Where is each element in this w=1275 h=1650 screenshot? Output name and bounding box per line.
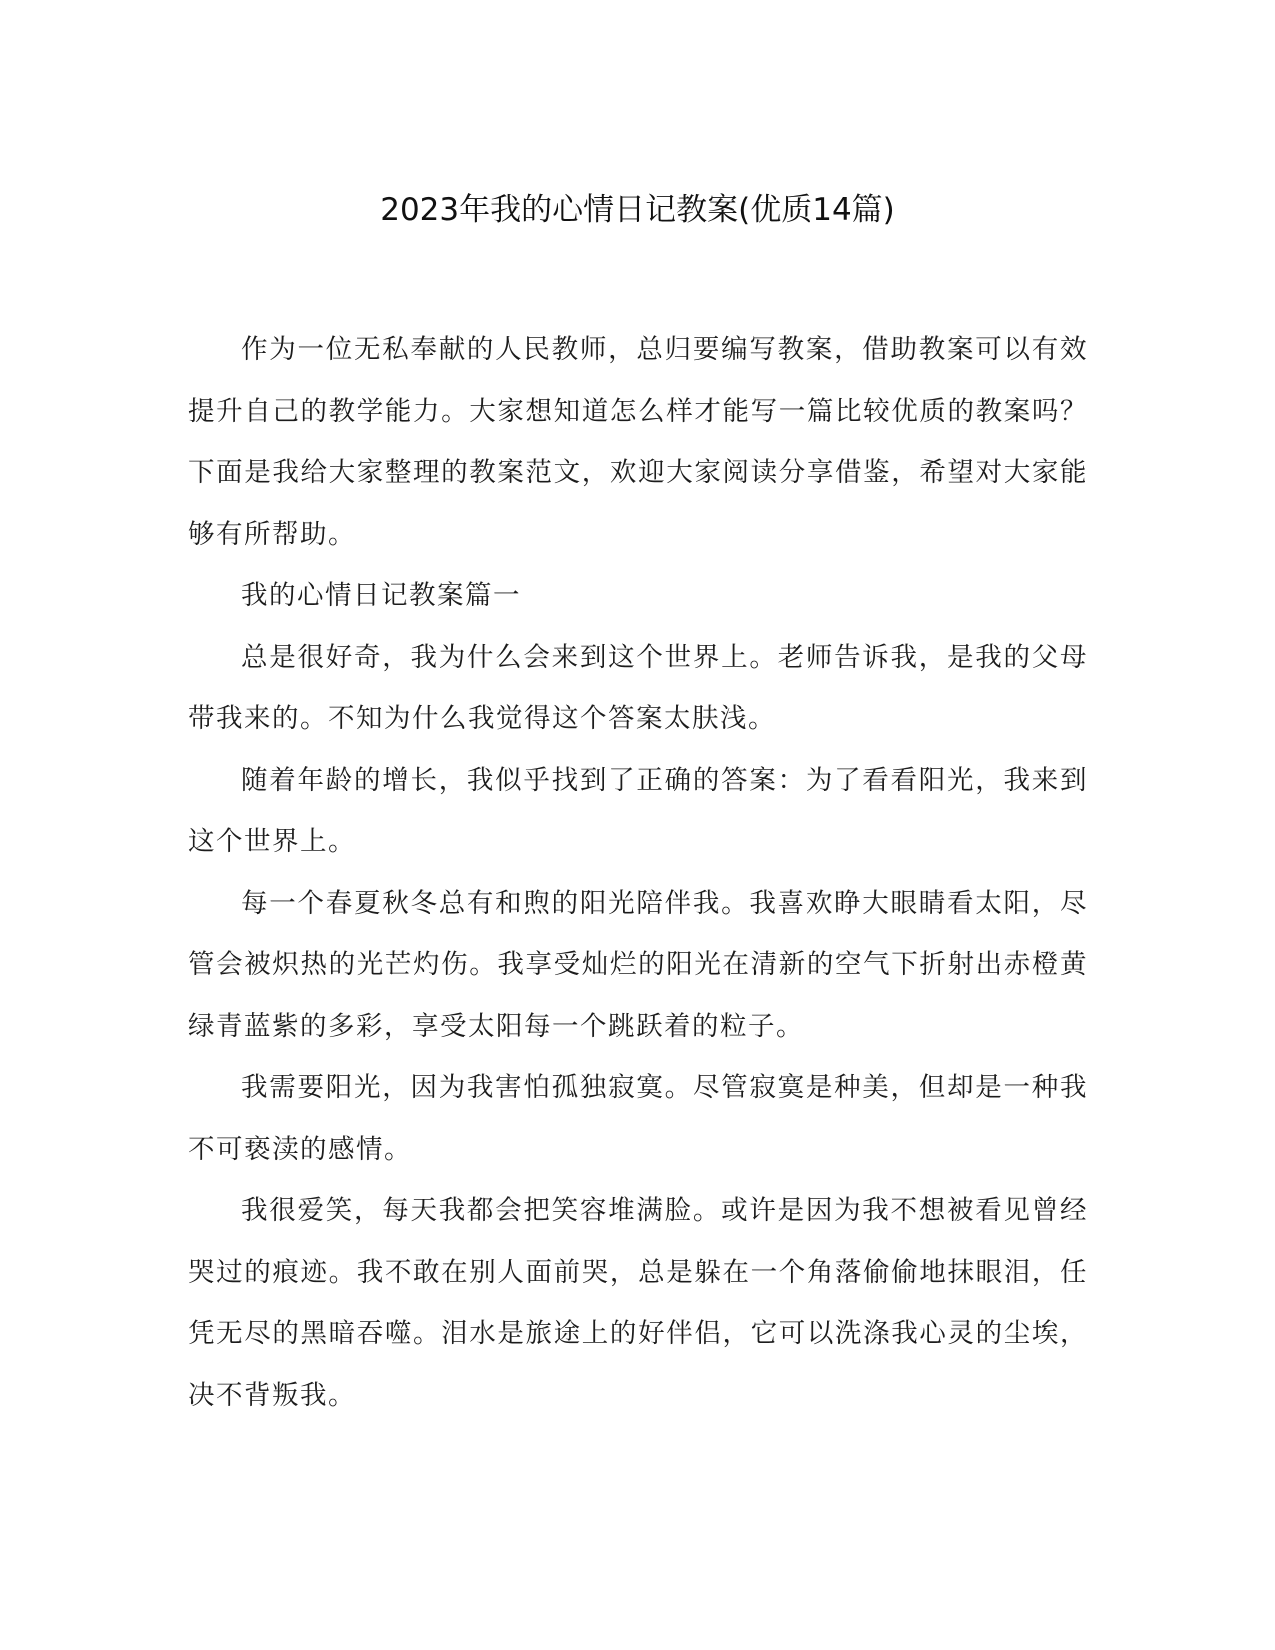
body-paragraph: 随着年龄的增长，我似乎找到了正确的答案：为了看看阳光，我来到这个世界上。: [188, 764, 1088, 857]
body-paragraph: 总是很好奇，我为什么会来到这个世界上。老师告诉我，是我的父母带我来的。不知为什么我觉得这个答案太肤浅。: [188, 641, 1088, 734]
document-body: [188, 319, 1088, 1426]
intro-paragraph: 作为一位无私奉献的人民教师，总归要编写教案，借助教案可以有效提升自己的教学能力。大家想知道怎么样才能写一篇比较优质的教案吗？下面是我给大家整理的教案范文，欢迎大家阅读分享借鉴，希望对大家能够有所帮助。: [188, 334, 1088, 550]
document-title: 2023年我的心情日记教案(优质14篇): [380, 192, 895, 228]
section-heading: 我的心情日记教案篇一: [241, 580, 521, 611]
body-paragraph: 每一个春夏秋冬总有和煦的阳光陪伴我。我喜欢睁大眼睛看太阳，尽管会被炽热的光芒灼伤。我享受灿烂的阳光在清新的空气下折射出赤橙黄绿青蓝紫的多彩，享受太阳每一个跳跃着的粒子。: [188, 887, 1088, 1042]
body-paragraph: 我需要阳光，因为我害怕孤独寂寞。尽管寂寞是种美，但却是一种我不可亵渎的感情。: [188, 1072, 1088, 1165]
body-paragraph: 我很爱笑，每天我都会把笑容堆满脸。或许是因为我不想被看见曾经哭过的痕迹。我不敢在别人面前哭，总是躲在一个角落偷偷地抹眼泪，任凭无尽的黑暗吞噬。泪水是旅途上的好伴侣，它可以洗涤我心灵的尘埃，决不背叛我。: [188, 1195, 1088, 1411]
